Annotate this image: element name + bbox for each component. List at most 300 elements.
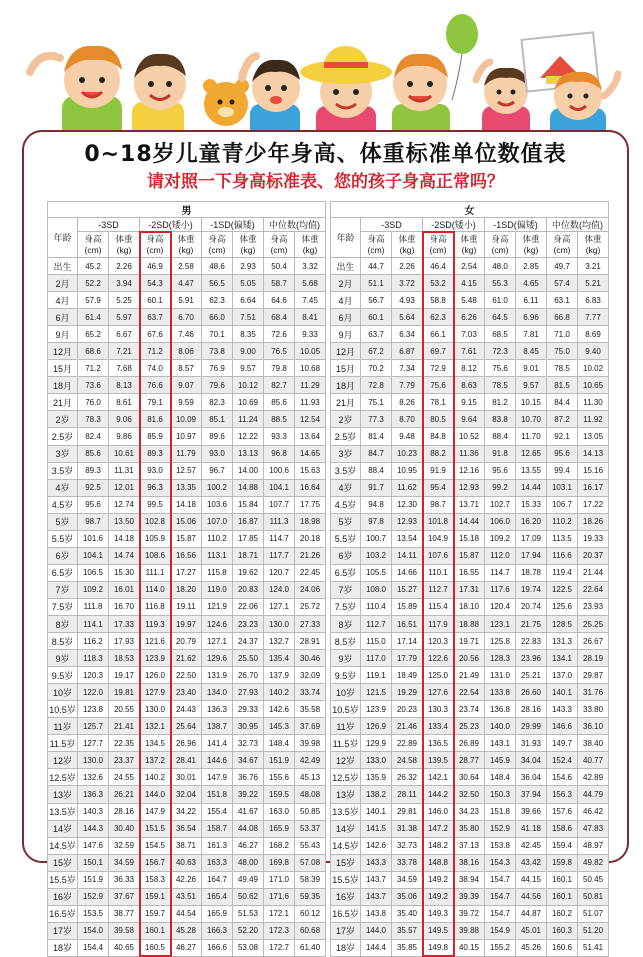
value-cell: 149.7 <box>547 735 578 752</box>
value-cell: 15.87 <box>171 530 202 547</box>
value-cell: 64.5 <box>485 309 516 326</box>
value-cell: 20.74 <box>516 598 547 615</box>
value-cell: 144.0 <box>140 786 171 803</box>
value-cell: 130.0 <box>264 615 295 632</box>
value-cell: 66.1 <box>423 326 454 343</box>
age-cell: 2月 <box>48 275 78 292</box>
value-cell: 49.49 <box>233 871 264 888</box>
value-cell: 144.0 <box>361 922 392 939</box>
value-cell: 160.1 <box>547 871 578 888</box>
girls-height-weight-table <box>330 201 609 957</box>
value-cell: 10.61 <box>109 445 140 462</box>
table-row <box>48 752 326 769</box>
value-cell: 124.0 <box>264 581 295 598</box>
value-cell: 143.7 <box>361 871 392 888</box>
value-cell: 160.1 <box>547 888 578 905</box>
value-cell: 28.41 <box>171 752 202 769</box>
value-cell: 9.48 <box>392 428 423 445</box>
value-cell: 111.1 <box>140 564 171 581</box>
value-cell: 9.33 <box>295 326 326 343</box>
value-cell: 64.6 <box>264 292 295 309</box>
table-row <box>48 888 326 905</box>
value-cell: 76.0 <box>78 394 109 411</box>
table-row <box>331 445 609 462</box>
value-cell: 68.4 <box>264 309 295 326</box>
table-row <box>48 633 326 650</box>
value-cell: 14.13 <box>578 445 609 462</box>
value-cell: 50.62 <box>233 888 264 905</box>
value-cell: 151.8 <box>202 786 233 803</box>
value-cell: 23.74 <box>454 701 485 718</box>
value-cell: 160.3 <box>547 922 578 939</box>
table-row <box>48 411 326 428</box>
value-cell: 4.47 <box>171 275 202 292</box>
value-cell: 13.05 <box>578 428 609 445</box>
age-cell: 18岁 <box>48 939 78 956</box>
value-cell: 19.17 <box>109 667 140 684</box>
value-cell: 133.4 <box>423 718 454 735</box>
value-cell: 80.5 <box>423 411 454 428</box>
table-row <box>48 837 326 854</box>
value-cell: 127.1 <box>202 633 233 650</box>
value-cell: 113.5 <box>547 530 578 547</box>
value-cell: 48.0 <box>485 258 516 275</box>
value-cell: 23.37 <box>109 752 140 769</box>
value-cell: 96.8 <box>264 445 295 462</box>
table-row <box>331 854 609 871</box>
table-row <box>331 769 609 786</box>
value-cell: 20.79 <box>171 633 202 650</box>
age-cell: 4岁 <box>331 479 361 496</box>
value-cell: 54.3 <box>140 275 171 292</box>
value-cell: 154.7 <box>485 905 516 922</box>
sd-group-header: -3SD <box>78 218 140 232</box>
age-cell: 9月 <box>48 326 78 343</box>
table-row <box>331 820 609 837</box>
value-cell: 2.93 <box>233 258 264 275</box>
age-cell: 14岁 <box>331 820 361 837</box>
value-cell: 44.54 <box>171 905 202 922</box>
value-cell: 134.1 <box>547 650 578 667</box>
age-cell: 6.5岁 <box>331 564 361 581</box>
value-cell: 132.7 <box>264 633 295 650</box>
table-row <box>48 564 326 581</box>
value-cell: 156.7 <box>140 854 171 871</box>
table-row <box>48 513 326 530</box>
value-cell: 43.42 <box>516 854 547 871</box>
value-cell: 91.8 <box>485 445 516 462</box>
value-cell: 35.58 <box>295 701 326 718</box>
value-cell: 127.6 <box>423 684 454 701</box>
age-cell: 18月 <box>48 377 78 394</box>
table-row <box>331 905 609 922</box>
value-cell: 12.74 <box>109 496 140 513</box>
value-cell: 29.33 <box>233 701 264 718</box>
age-cell: 16岁 <box>331 888 361 905</box>
value-cell: 140.2 <box>140 769 171 786</box>
value-cell: 115.8 <box>202 564 233 581</box>
value-cell: 72.6 <box>264 326 295 343</box>
value-cell: 11.70 <box>516 428 547 445</box>
value-cell: 63.7 <box>140 309 171 326</box>
value-cell: 118.3 <box>78 650 109 667</box>
table-row <box>331 479 609 496</box>
value-cell: 32.59 <box>109 837 140 854</box>
value-cell: 58.7 <box>264 275 295 292</box>
value-cell: 66.8 <box>547 309 578 326</box>
age-cell: 9岁 <box>331 650 361 667</box>
table-row <box>331 837 609 854</box>
value-cell: 39.39 <box>454 888 485 905</box>
value-cell: 32.04 <box>171 786 202 803</box>
page-title: 0~18岁儿童青少年身高、体重标准单位数值表 <box>22 140 629 170</box>
value-cell: 31.93 <box>516 735 547 752</box>
value-cell: 124.6 <box>202 615 233 632</box>
value-cell: 73.8 <box>202 343 233 360</box>
value-cell: 84.7 <box>361 445 392 462</box>
table-row <box>331 650 609 667</box>
value-cell: 8.26 <box>392 394 423 411</box>
value-cell: 9.00 <box>233 343 264 360</box>
age-cell: 11岁 <box>48 718 78 735</box>
value-cell: 119.1 <box>361 667 392 684</box>
table-row <box>331 922 609 939</box>
value-cell: 60.1 <box>361 309 392 326</box>
value-cell: 105.9 <box>140 530 171 547</box>
value-cell: 154.5 <box>140 837 171 854</box>
value-cell: 44.15 <box>516 871 547 888</box>
age-cell: 出生 <box>331 258 361 275</box>
value-cell: 159.1 <box>140 888 171 905</box>
value-cell: 14.11 <box>392 547 423 564</box>
value-cell: 6.67 <box>109 326 140 343</box>
value-cell: 17.93 <box>109 633 140 650</box>
value-cell: 44.7 <box>361 258 392 275</box>
table-row <box>48 769 326 786</box>
age-cell: 14.5岁 <box>331 837 361 854</box>
value-cell: 73.6 <box>78 377 109 394</box>
sd-group-header: -1SD(偏矮) <box>202 218 264 232</box>
value-cell: 4.93 <box>392 292 423 309</box>
value-cell: 95.6 <box>485 462 516 479</box>
value-cell: 148.2 <box>423 837 454 854</box>
value-cell: 11.93 <box>295 394 326 411</box>
value-cell: 154.7 <box>485 888 516 905</box>
sd-group-header: -2SD(矮小) <box>140 218 202 232</box>
value-cell: 112.0 <box>485 547 516 564</box>
age-cell: 8.5岁 <box>48 633 78 650</box>
table-row <box>331 394 609 411</box>
value-cell: 136.3 <box>78 786 109 803</box>
value-cell: 8.06 <box>171 343 202 360</box>
value-cell: 93.3 <box>264 428 295 445</box>
value-cell: 132.6 <box>78 769 109 786</box>
value-cell: 122.0 <box>78 684 109 701</box>
age-cell: 6岁 <box>48 547 78 564</box>
value-cell: 14.44 <box>454 513 485 530</box>
value-cell: 17.94 <box>516 547 547 564</box>
value-cell: 159.5 <box>264 786 295 803</box>
value-cell: 70.1 <box>202 326 233 343</box>
value-cell: 10.15 <box>516 394 547 411</box>
value-cell: 33.80 <box>578 701 609 718</box>
value-cell: 52.2 <box>78 275 109 292</box>
value-cell: 57.4 <box>547 275 578 292</box>
value-cell: 142.6 <box>361 837 392 854</box>
value-cell: 101.8 <box>423 513 454 530</box>
value-cell: 9.64 <box>454 411 485 428</box>
value-cell: 13.13 <box>233 445 264 462</box>
age-cell: 11.5岁 <box>331 735 361 752</box>
value-cell: 7.79 <box>392 377 423 394</box>
value-cell: 26.67 <box>578 633 609 650</box>
teddy-bear-illustration <box>203 79 249 126</box>
value-cell: 38.40 <box>578 735 609 752</box>
age-cell: 11.5岁 <box>48 735 78 752</box>
value-cell: 10.65 <box>578 377 609 394</box>
value-cell: 7.61 <box>454 343 485 360</box>
value-cell: 136.5 <box>423 735 454 752</box>
value-cell: 117.7 <box>264 547 295 564</box>
value-cell: 10.69 <box>233 394 264 411</box>
age-cell: 13岁 <box>48 786 78 803</box>
value-cell: 5.91 <box>171 292 202 309</box>
table-row <box>331 547 609 564</box>
table-row <box>48 479 326 496</box>
value-cell: 140.1 <box>361 803 392 820</box>
value-cell: 142.6 <box>264 701 295 718</box>
value-cell: 7.77 <box>578 309 609 326</box>
value-cell: 14.44 <box>516 479 547 496</box>
table-row <box>331 871 609 888</box>
value-cell: 125.8 <box>485 633 516 650</box>
age-cell: 3.5岁 <box>331 462 361 479</box>
table-row <box>331 411 609 428</box>
value-cell: 39.72 <box>454 905 485 922</box>
value-cell: 126.0 <box>140 667 171 684</box>
value-cell: 41.67 <box>233 803 264 820</box>
table-row <box>48 786 326 803</box>
value-cell: 10.12 <box>233 377 264 394</box>
value-cell: 17.27 <box>171 564 202 581</box>
value-cell: 137.9 <box>264 667 295 684</box>
value-cell: 55.3 <box>485 275 516 292</box>
value-cell: 158.3 <box>140 871 171 888</box>
value-cell: 53.2 <box>423 275 454 292</box>
value-cell: 149.3 <box>423 905 454 922</box>
value-cell: 78.5 <box>485 377 516 394</box>
age-cell: 8岁 <box>331 615 361 632</box>
value-cell: 12.54 <box>295 411 326 428</box>
value-cell: 39.98 <box>295 735 326 752</box>
value-cell: 60.1 <box>140 292 171 309</box>
height-column-header: 身高(cm) <box>547 232 578 258</box>
value-cell: 30.01 <box>171 769 202 786</box>
sd-group-header: -2SD(矮小) <box>423 218 485 232</box>
value-cell: 14.88 <box>233 479 264 496</box>
value-cell: 6.26 <box>454 309 485 326</box>
value-cell: 43.51 <box>171 888 202 905</box>
value-cell: 44.56 <box>516 888 547 905</box>
value-cell: 119.4 <box>547 564 578 581</box>
value-cell: 30.95 <box>233 718 264 735</box>
value-cell: 40.77 <box>578 752 609 769</box>
value-cell: 112.7 <box>361 615 392 632</box>
value-cell: 115.4 <box>423 598 454 615</box>
value-cell: 106.5 <box>78 564 109 581</box>
value-cell: 45.01 <box>516 922 547 939</box>
age-cell: 14.5岁 <box>48 837 78 854</box>
gender-header: 男 <box>48 202 326 218</box>
value-cell: 88.4 <box>485 428 516 445</box>
value-cell: 11.79 <box>171 445 202 462</box>
value-cell: 7.21 <box>109 343 140 360</box>
value-cell: 154.0 <box>78 922 109 939</box>
value-cell: 154.3 <box>485 854 516 871</box>
value-cell: 81.5 <box>547 377 578 394</box>
value-cell: 20.56 <box>454 650 485 667</box>
value-cell: 79.8 <box>264 360 295 377</box>
value-cell: 42.45 <box>516 837 547 854</box>
value-cell: 82.7 <box>264 377 295 394</box>
value-cell: 8.12 <box>454 360 485 377</box>
value-cell: 36.54 <box>171 820 202 837</box>
value-cell: 15.06 <box>171 513 202 530</box>
child-5-illustration <box>392 54 450 140</box>
value-cell: 146.0 <box>423 803 454 820</box>
value-cell: 9.59 <box>171 394 202 411</box>
value-cell: 169.8 <box>264 854 295 871</box>
sd-group-header: 中位数(均值) <box>264 218 326 232</box>
page-subtitle: 请对照一下身高标准表、您的孩子身高正常吗？ <box>22 170 629 194</box>
value-cell: 117.9 <box>423 615 454 632</box>
value-cell: 40.15 <box>454 939 485 956</box>
value-cell: 141.4 <box>202 735 233 752</box>
value-cell: 14.00 <box>233 462 264 479</box>
value-cell: 131.3 <box>547 633 578 650</box>
value-cell: 18.10 <box>454 598 485 615</box>
value-cell: 65.2 <box>78 326 109 343</box>
value-cell: 41.18 <box>516 820 547 837</box>
value-cell: 8.69 <box>578 326 609 343</box>
value-cell: 114.7 <box>485 564 516 581</box>
height-column-header: 身高(cm) <box>78 232 109 258</box>
table-row <box>331 309 609 326</box>
value-cell: 19.62 <box>233 564 264 581</box>
value-cell: 11.30 <box>578 394 609 411</box>
value-cell: 23.40 <box>171 684 202 701</box>
value-cell: 17.31 <box>454 581 485 598</box>
value-cell: 12.30 <box>392 496 423 513</box>
table-row <box>48 496 326 513</box>
value-cell: 15.33 <box>516 496 547 513</box>
value-cell: 51.20 <box>578 922 609 939</box>
value-cell: 28.77 <box>454 752 485 769</box>
value-cell: 58.8 <box>423 292 454 309</box>
value-cell: 106.7 <box>547 496 578 513</box>
table-row <box>48 803 326 820</box>
value-cell: 63.1 <box>547 292 578 309</box>
age-cell: 5.5岁 <box>48 530 78 547</box>
value-cell: 94.8 <box>361 496 392 513</box>
table-row <box>48 735 326 752</box>
height-column-header: 身高(cm) <box>202 232 233 258</box>
age-cell: 2.5岁 <box>331 428 361 445</box>
value-cell: 15.84 <box>233 496 264 513</box>
value-cell: 138.7 <box>202 718 233 735</box>
value-cell: 51.1 <box>361 275 392 292</box>
value-cell: 44.08 <box>233 820 264 837</box>
value-cell: 17.85 <box>233 530 264 547</box>
value-cell: 34.59 <box>392 871 423 888</box>
value-cell: 147.9 <box>140 803 171 820</box>
table-row <box>48 871 326 888</box>
value-cell: 25.72 <box>295 598 326 615</box>
value-cell: 153.5 <box>78 905 109 922</box>
value-cell: 120.3 <box>423 633 454 650</box>
value-cell: 30.40 <box>109 820 140 837</box>
value-cell: 17.75 <box>295 496 326 513</box>
value-cell: 13.55 <box>516 462 547 479</box>
table-row <box>331 939 609 956</box>
value-cell: 104.1 <box>78 547 109 564</box>
age-cell: 12月 <box>48 343 78 360</box>
table-row <box>48 598 326 615</box>
value-cell: 13.64 <box>295 428 326 445</box>
value-cell: 15.18 <box>454 530 485 547</box>
value-cell: 18.20 <box>171 581 202 598</box>
value-cell: 19.11 <box>171 598 202 615</box>
value-cell: 13.50 <box>109 513 140 530</box>
value-cell: 19.74 <box>516 581 547 598</box>
height-column-header: 身高(cm) <box>485 232 516 258</box>
weight-column-header: 体重(kg) <box>171 232 202 258</box>
value-cell: 76.5 <box>264 343 295 360</box>
age-cell: 18月 <box>331 377 361 394</box>
value-cell: 25.25 <box>578 615 609 632</box>
value-cell: 8.45 <box>516 343 547 360</box>
value-cell: 127.9 <box>140 684 171 701</box>
value-cell: 50.85 <box>295 803 326 820</box>
value-cell: 32.09 <box>295 667 326 684</box>
table-row <box>331 292 609 309</box>
value-cell: 25.21 <box>516 667 547 684</box>
table-row <box>331 275 609 292</box>
value-cell: 48.08 <box>295 786 326 803</box>
weight-column-header: 体重(kg) <box>233 232 264 258</box>
table-row <box>331 752 609 769</box>
table-row <box>331 428 609 445</box>
value-cell: 68.5 <box>485 326 516 343</box>
age-cell: 2岁 <box>331 411 361 428</box>
table-row <box>48 684 326 701</box>
value-cell: 6.64 <box>233 292 264 309</box>
value-cell: 156.3 <box>547 786 578 803</box>
value-cell: 24.55 <box>109 769 140 786</box>
value-cell: 20.23 <box>392 701 423 718</box>
value-cell: 33.78 <box>392 854 423 871</box>
value-cell: 134.0 <box>202 684 233 701</box>
value-cell: 135.9 <box>361 769 392 786</box>
table-row <box>48 718 326 735</box>
value-cell: 24.06 <box>295 581 326 598</box>
value-cell: 10.02 <box>578 360 609 377</box>
table-row <box>331 343 609 360</box>
value-cell: 7.81 <box>516 326 547 343</box>
value-cell: 154.4 <box>78 939 109 956</box>
value-cell: 58.39 <box>295 871 326 888</box>
value-cell: 147.9 <box>202 769 233 786</box>
